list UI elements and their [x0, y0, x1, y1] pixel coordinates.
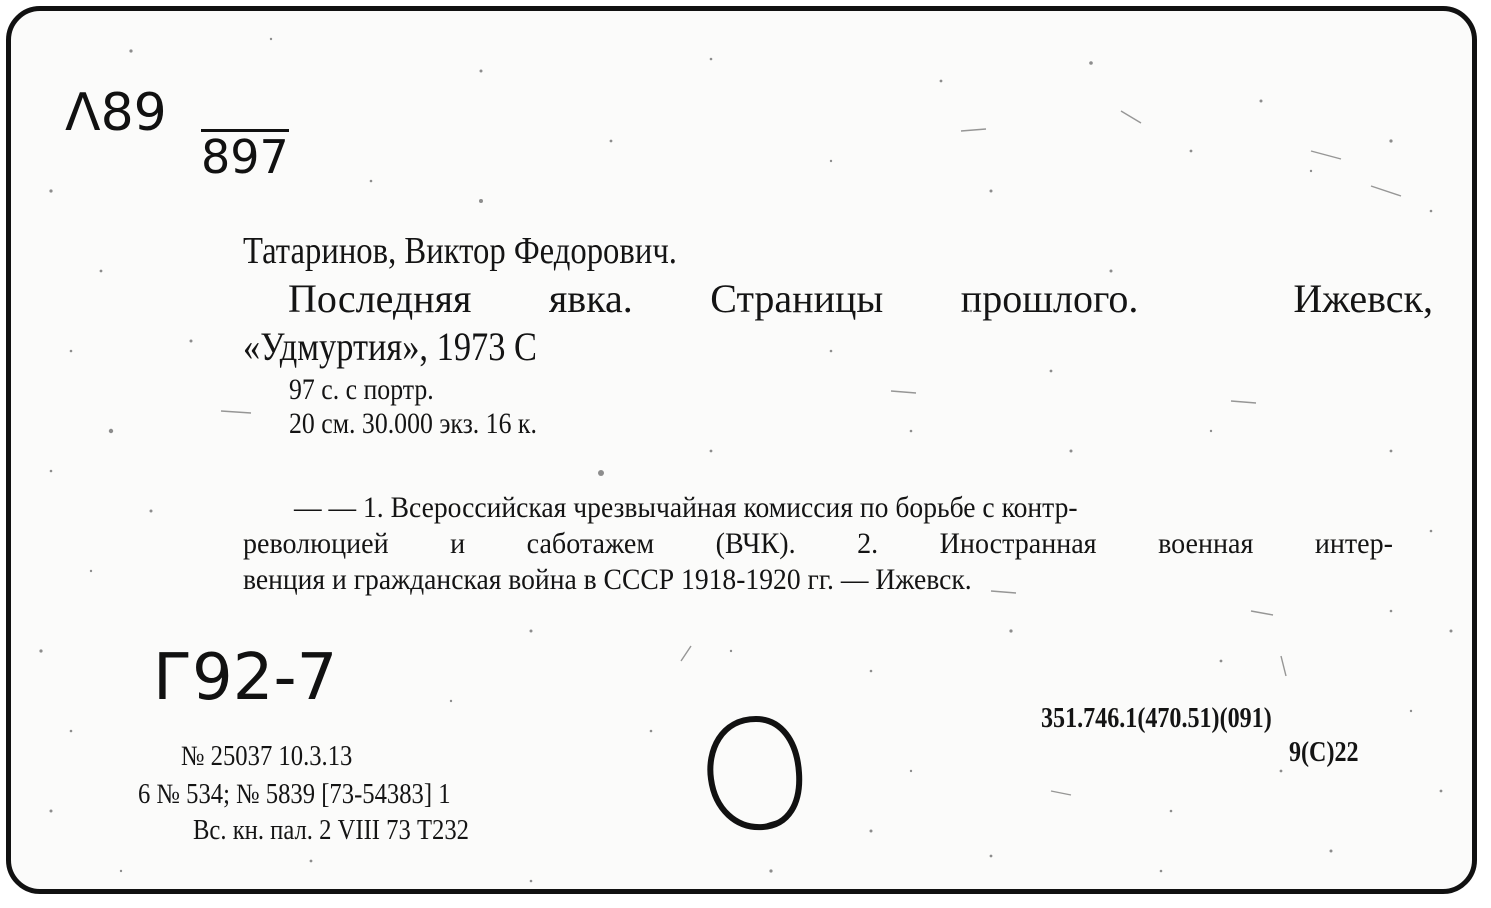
registry-number: № 25037 10.3.13 [181, 741, 353, 772]
subject-word: Иностранная [939, 527, 1097, 560]
publisher-line: «Удмуртия», 1973 С [243, 324, 537, 369]
subject-word: (ВЧК). [715, 527, 796, 560]
pages: 97 с. с портр. [289, 373, 434, 406]
circle-mark [701, 711, 811, 836]
size-price: 20 см. 30.000 экз. 16 к. [289, 407, 537, 440]
bbk-code: 9(С)22 [1289, 737, 1359, 768]
subject-word: революцией [243, 527, 389, 560]
title-line [288, 275, 1433, 322]
subject-word: 2. [857, 527, 879, 560]
book-chamber-note: Вс. кн. пал. 2 VIII 73 Т232 [193, 815, 469, 846]
udc-code: 351.746.1(470.51)(091) [1041, 703, 1272, 734]
subject-line: — — 1. Всероссийская чрезвычайная комиссия по борьбе с контр- [294, 491, 1078, 524]
subject-line: венция и гражданская война в СССР 1918-1920 гг. — Ижевск. [243, 563, 972, 596]
title-word: прошлого. [960, 276, 1139, 321]
catalog-card [6, 6, 1477, 894]
subject-word: и [450, 527, 466, 560]
shelfmark-top: Λ89 [65, 83, 167, 143]
shelfmark-bottom: 897 [201, 130, 289, 184]
order-numbers: 6 № 534; № 5839 [73-54383] 1 [138, 779, 451, 810]
subject-line [243, 527, 1393, 561]
title-word: явка. [548, 276, 633, 321]
subject-word: военная [1158, 527, 1254, 560]
author: Татаринов, Виктор Федорович. [243, 230, 677, 272]
title-word: Страницы [710, 276, 884, 321]
subject-word: саботажем [526, 527, 655, 560]
title-word: Ижевск, [1293, 276, 1433, 321]
title-word: Последняя [288, 276, 472, 321]
subject-word: интер- [1314, 527, 1393, 560]
handwritten-code: Г92-7 [153, 641, 338, 715]
